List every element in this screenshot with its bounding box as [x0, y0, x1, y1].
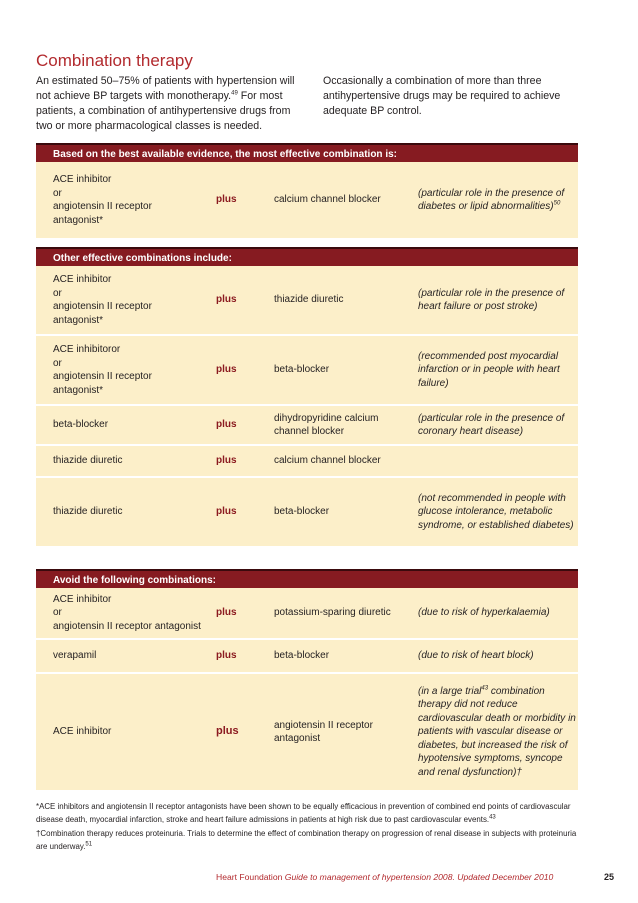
avoid-combinations-section [36, 569, 578, 792]
drug-b: beta-blocker [274, 364, 330, 376]
plus-label: plus [216, 364, 237, 376]
drug-a: thiazide diuretic [53, 506, 123, 518]
table-row [36, 336, 578, 406]
plus-label: plus [216, 725, 239, 738]
drug-b: thiazide diuretic [274, 294, 344, 306]
note: (particular role in the presence of heart failure or post stroke) [418, 287, 565, 312]
note [418, 446, 578, 476]
drug-b: beta-blocker [274, 506, 330, 518]
plus-label: plus [216, 294, 237, 306]
table-row [36, 640, 578, 674]
table-row [36, 674, 578, 792]
drug-b: beta-blocker [274, 650, 330, 662]
footnote-ace: *ACE inhibitors and angiotensin II receptor antagonists have been shown to be equally efficacious in prevention of combined end points of cardiovascular disease death, myocardial infarction, stroke and heart failure admissions in patients at high risk due to past cardiovascular events.$^{43}$ [36, 802, 571, 824]
note: (particular role in the presence of diabetes or lipid abnormalities)$^{50}$ [418, 187, 565, 212]
section-header: Other effective combinations include: [36, 247, 578, 266]
footer-citation: Heart Foundation Guide to management of hypertension 2008. Updated December 2010 [216, 872, 554, 882]
drug-a: ACE inhibitor [53, 726, 112, 738]
drug-a: thiazide diuretic [53, 455, 123, 467]
best-combination-section [36, 143, 578, 240]
drug-b: calcium channel blocker [274, 455, 381, 467]
reference-marker: 49 [231, 90, 238, 97]
table-row [36, 588, 578, 640]
footnote-proteinuria: †Combination therapy reduces proteinuria. Trials to determine the effect of combination therapy on progression of renal disease in subjects with proteinuria are underway.$^{51}$ [36, 829, 577, 851]
drug-b: angiotensin II receptor antagonist [274, 719, 373, 744]
page-title: Combination therapy [36, 51, 193, 70]
note: (not recommended in people with glucose intolerance, metabolic syndrome, or established diabetes) [418, 492, 574, 531]
drug-b: calcium channel blocker [274, 194, 381, 206]
drug-a: ACE inhibitoror or angiotensin II receptor antagonist* [53, 344, 152, 396]
drug-b: potassium-sparing diuretic [274, 607, 391, 619]
table-row [36, 478, 578, 548]
other-combinations-section [36, 247, 578, 548]
page-number: 25 [604, 872, 615, 882]
note: (in a large trial$^{43}$ combination therapy did not reduce cardiovascular death or morbidity in patients with vascular disease or diabetes, but increased the risk of hypotensive symptoms, syncope and renal dysfunction)† [418, 685, 576, 778]
drug-b: dihydropyridine calcium channel blocker [274, 412, 379, 437]
table-row [36, 446, 578, 478]
drug-a: ACE inhibitor or angiotensin II receptor antagonist [53, 593, 201, 632]
section-header: Based on the best available evidence, the most effective combination is: [36, 143, 578, 162]
plus-label: plus [216, 650, 237, 662]
table-row [36, 162, 578, 240]
plus-label: plus [216, 607, 237, 619]
drug-a: ACE inhibitor or angiotensin II receptor antagonist* [53, 274, 152, 326]
note: (due to risk of heart block) [418, 650, 534, 662]
section-header: Avoid the following combinations: [36, 569, 578, 588]
intro-left-paragraph: An estimated 50–75% of patients with hypertension will not achieve BP targets with monotherapy.$^{49}$ For most patients, a combination of antihypertensive drugs from two or more pharmacological classes is needed. [36, 75, 295, 132]
table-row [36, 266, 578, 336]
plus-label: plus [216, 506, 237, 518]
drug-a: beta-blocker [53, 419, 109, 431]
intro-right-paragraph: Occasionally a combination of more than three antihypertensive drugs may be required to achieve adequate BP control. [323, 75, 561, 117]
plus-label: plus [216, 419, 237, 431]
plus-label: plus [216, 455, 237, 467]
plus-label: plus [216, 194, 237, 206]
note: (due to risk of hyperkalaemia) [418, 607, 550, 619]
drug-a: verapamil [53, 650, 97, 662]
note: (recommended post myocardial infarction or in people with heart failure) [418, 350, 560, 389]
table-row [36, 406, 578, 446]
note: (particular role in the presence of coronary heart disease) [418, 412, 565, 437]
drug-a: ACE inhibitor or angiotensin II receptor antagonist* [53, 174, 152, 226]
